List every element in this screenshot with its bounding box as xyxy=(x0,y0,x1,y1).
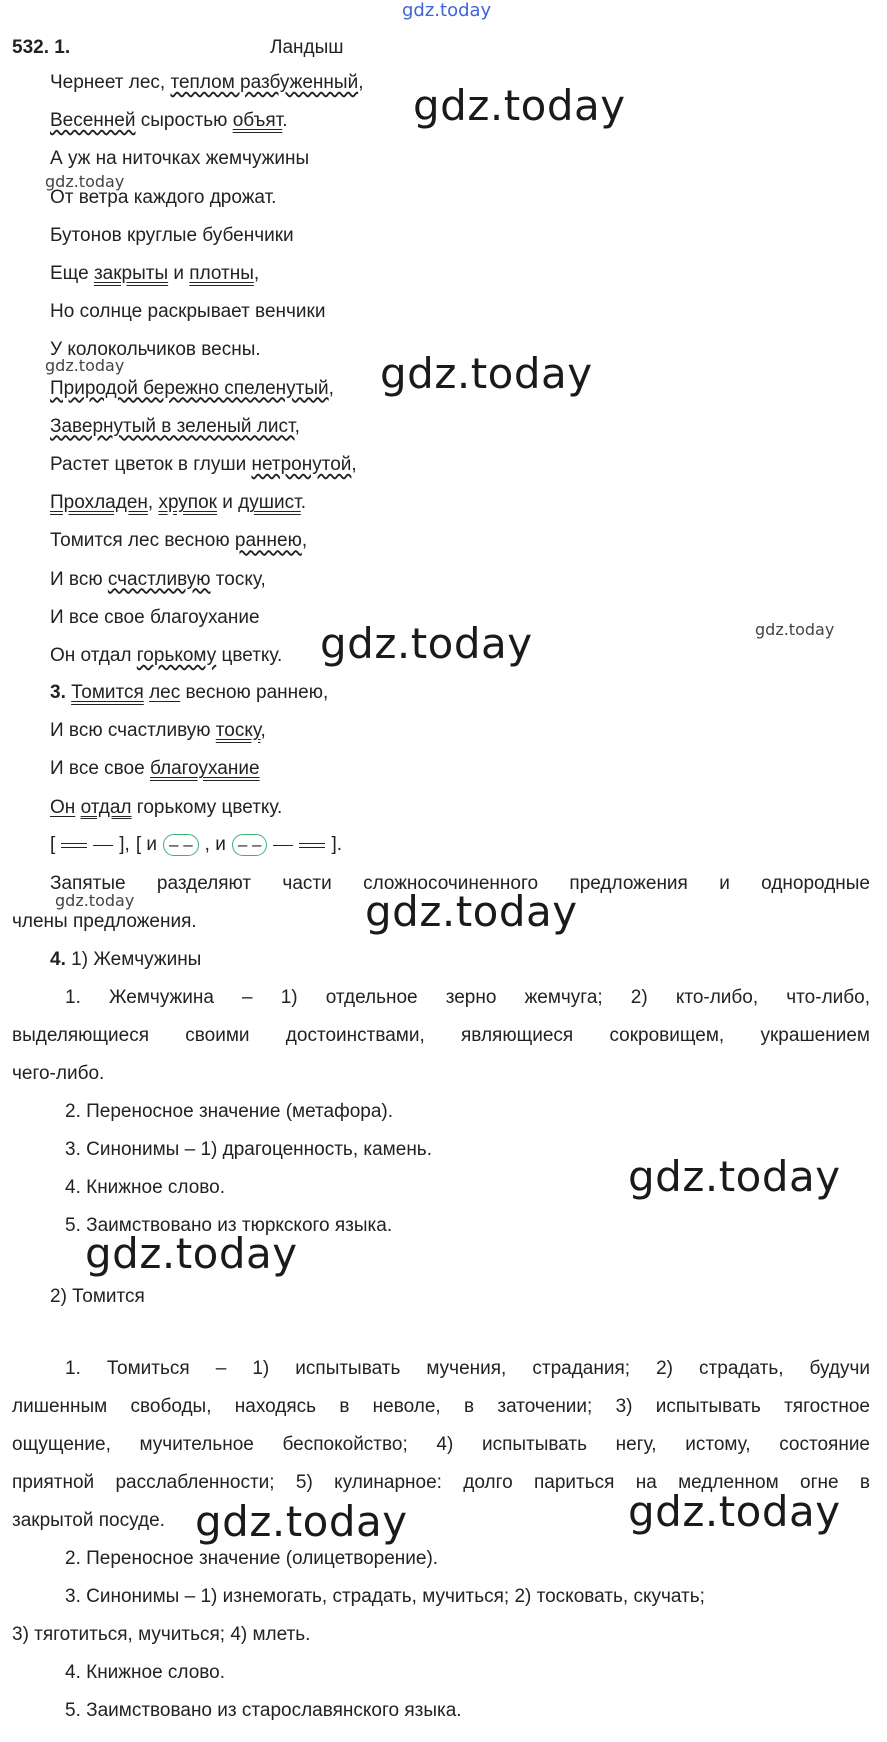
word1-def-line3: чего-либо. xyxy=(12,1063,105,1084)
part3-line xyxy=(50,797,282,819)
word1-style: 4. Книжное слово. xyxy=(65,1177,226,1198)
poem-line xyxy=(50,148,309,170)
part3-word: тоску xyxy=(215,720,261,742)
part3-word: И всю счастливую xyxy=(50,720,216,742)
exercise-number: 532. 1. xyxy=(12,37,71,58)
word2-meaning: 2. Переносное значение (олицетворение). xyxy=(65,1548,439,1569)
poem-word: и xyxy=(216,492,239,514)
poem-word: Но солнце раскрывает венчики xyxy=(50,301,326,323)
poem-word: Он отдал xyxy=(50,645,137,666)
poem-word: закрыты xyxy=(93,263,169,284)
poem-word: . xyxy=(282,110,288,132)
poem-line xyxy=(50,416,300,438)
word2-style: 4. Книжное слово. xyxy=(65,1662,226,1683)
poem-line xyxy=(50,263,259,285)
word2-synonyms-line2: 3) тяготиться, мучиться; 4) млеть. xyxy=(12,1624,311,1645)
poem-word: От ветра каждого дрожат. xyxy=(50,186,277,208)
poem-word: раннею xyxy=(234,530,302,552)
poem-word: теплом разбуженный xyxy=(170,72,359,93)
poem-word: Завернутый в зеленый лист xyxy=(50,415,295,437)
watermark-small: gdz.today xyxy=(45,172,125,191)
poem-title: Ландыш xyxy=(270,37,344,58)
watermark-top: gdz.today xyxy=(402,0,492,21)
word1-def-line2: выделяющиеся своими достоинствами, являющиеся сокровищем, украшением xyxy=(12,1025,870,1046)
part3-word: 3. xyxy=(50,682,66,703)
part3-line xyxy=(50,682,328,704)
watermark-big: gdz.today xyxy=(320,619,533,668)
poem-word: У колокольчиков весны. xyxy=(50,339,261,361)
poem-line xyxy=(50,110,288,132)
watermark-small: gdz.today xyxy=(55,891,135,910)
word2-synonyms-line1: 3. Синонимы – 1) изнемогать, страдать, мучиться; 2) тосковать, скучать; xyxy=(65,1586,705,1607)
poem-word: нетронутой xyxy=(251,454,352,475)
poem-word: и xyxy=(168,263,190,284)
poem-word: , xyxy=(253,263,260,284)
part3-word: благоухание xyxy=(149,758,260,780)
poem-word: тоску, xyxy=(210,568,266,590)
poem-word: объят xyxy=(232,110,283,132)
poem-line xyxy=(50,225,294,247)
scheme-subject-mark-2 xyxy=(273,845,293,846)
poem-word: А уж на ниточках жемчужины xyxy=(50,148,310,170)
scheme-close-bracket: ]. xyxy=(331,834,343,855)
poem-word: Природой бережно спеленутый xyxy=(50,377,329,399)
poem-word: , xyxy=(328,377,334,399)
watermark-small: gdz.today xyxy=(755,620,835,639)
part3-line xyxy=(50,720,266,742)
poem-word: Томится лес весною xyxy=(50,530,235,552)
part3-word: , xyxy=(260,720,266,742)
part3-word: весною раннею, xyxy=(180,682,329,703)
poem-line xyxy=(50,607,260,629)
watermark-big: gdz.today xyxy=(195,1497,408,1546)
scheme-close-open: ], xyxy=(119,834,130,855)
poem-word: Бутонов круглые бубенчики xyxy=(50,224,294,246)
poem-word: , xyxy=(301,530,308,552)
part3-line xyxy=(50,758,260,780)
part4-label: 4. xyxy=(50,949,66,970)
poem-word: Прохладен xyxy=(50,492,148,514)
scheme-open-and: [ и xyxy=(135,834,158,855)
poem-line xyxy=(50,530,307,552)
poem-line xyxy=(50,454,357,476)
word1-title: 1) Жемчужины xyxy=(71,949,202,970)
part3-word: горькому цветку. xyxy=(131,796,283,818)
word2-def-line5: закрытой посуде. xyxy=(12,1510,165,1531)
sentence-scheme xyxy=(50,834,342,856)
poem-line xyxy=(50,301,325,323)
commas-text-line2: члены предложения. xyxy=(12,911,197,932)
poem-word: Чернеет лес, xyxy=(50,72,171,93)
scheme-predicate-mark xyxy=(61,843,87,848)
scheme-oval-2: – – xyxy=(232,834,268,856)
watermark-big: gdz.today xyxy=(365,887,578,936)
part3-word: лес xyxy=(149,682,181,703)
word2-def-line1: 1. Томиться – 1) испытывать мучения, страдания; 2) страдать, будучи xyxy=(65,1358,870,1379)
poem-word: плотны xyxy=(189,263,254,284)
poem-line xyxy=(50,492,306,514)
poem-word: , xyxy=(351,454,357,475)
part4-word1-title xyxy=(50,949,201,971)
watermark-big: gdz.today xyxy=(380,349,593,398)
poem-word: счастливую xyxy=(107,568,211,590)
commas-text-line1: Запятые разделяют части сложносочиненного предложения и однородные xyxy=(50,873,870,894)
poem-word: хрупок xyxy=(158,492,217,514)
word2-def-line4: приятной расслабленности; 5) кулинарное: долго париться на медленном огне в xyxy=(12,1472,870,1493)
word2-def-line2: лишенным свободы, находясь в неволе, в заточении; 3) испытывать тягостное xyxy=(12,1396,870,1417)
poem-word: душист xyxy=(238,492,301,514)
scheme-predicate-mark-2 xyxy=(299,843,325,848)
word1-meaning: 2. Переносное значение (метафора). xyxy=(65,1101,394,1122)
word2-origin: 5. Заимствовано из старославянского языка. xyxy=(65,1700,462,1721)
part3-word: Он xyxy=(50,796,76,818)
word1-def-line1: 1. Жемчужина – 1) отдельное зерно жемчуга; 2) кто-либо, что-либо, xyxy=(65,987,870,1008)
poem-word: , xyxy=(358,72,364,93)
poem-line xyxy=(50,378,334,400)
poem-word: . xyxy=(300,492,306,514)
watermark-big: gdz.today xyxy=(85,1229,298,1278)
poem-word: Растет цветок в глуши xyxy=(50,454,252,475)
poem-line xyxy=(50,72,363,94)
poem-word: И все свое благоухание xyxy=(50,606,260,628)
watermark-big: gdz.today xyxy=(628,1487,841,1536)
poem-word: горькому xyxy=(136,645,217,666)
watermark-small: gdz.today xyxy=(45,356,125,375)
word2-title: 2) Томится xyxy=(50,1286,145,1307)
part3-word: И все свое xyxy=(50,758,150,780)
poem-word: Еще xyxy=(50,263,94,284)
scheme-subject-mark xyxy=(93,845,113,846)
watermark-big: gdz.today xyxy=(628,1152,841,1201)
word1-synonyms: 3. Синонимы – 1) драгоценность, камень. xyxy=(65,1139,432,1160)
poem-word: И всю xyxy=(50,568,108,590)
word2-def-line3: ощущение, мучительное беспокойство; 4) испытывать негу, истому, состояние xyxy=(12,1434,870,1455)
poem-word: сыростью xyxy=(135,110,233,132)
poem-word: , xyxy=(294,415,300,437)
part3-word: Томится xyxy=(71,682,144,703)
poem-line xyxy=(50,645,282,667)
poem-word: , xyxy=(147,492,159,514)
watermark-big: gdz.today xyxy=(413,81,626,130)
poem-word: цветку. xyxy=(216,645,283,666)
word1-origin: 5. Заимствовано из тюркского языка. xyxy=(65,1215,393,1236)
part3-word: отдал xyxy=(80,796,132,818)
poem-word: Весенней xyxy=(50,110,136,132)
poem-line xyxy=(50,569,266,591)
scheme-comma-and: , и xyxy=(204,834,226,855)
scheme-oval-1: – – xyxy=(163,834,199,856)
scheme-open-bracket: [ xyxy=(50,834,56,855)
